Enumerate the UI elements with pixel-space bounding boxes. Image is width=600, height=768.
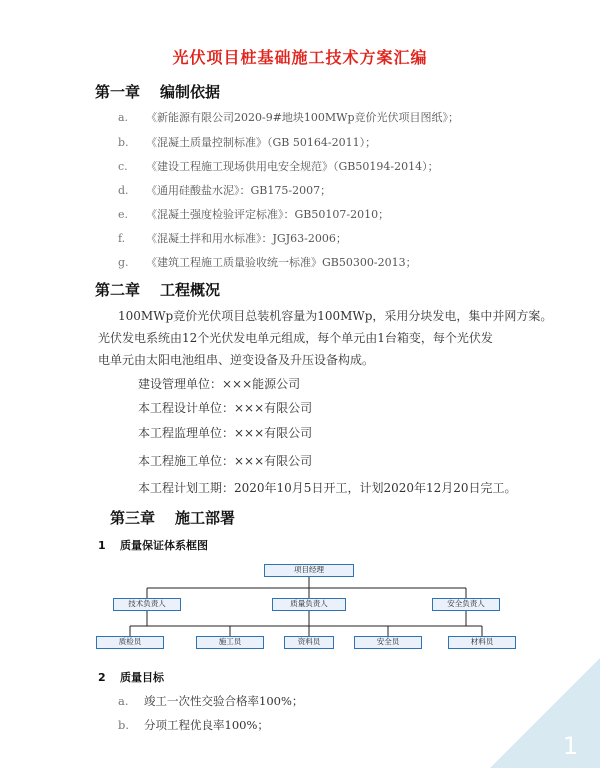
org-box-technical-lead: 技术负责人 [113,598,181,611]
org-box-quality-lead: 质量负责人 [272,598,346,611]
goal-letter: b. [118,718,130,732]
chapter-2-label: 第二章 [95,281,141,299]
supervision-unit: 本工程监理单位：×××有限公司 [138,426,313,440]
subsection-number: 2 [98,671,106,684]
item-letter: a. [118,111,129,124]
document-title: 光伏项目桩基础施工技术方案汇编 [172,48,428,67]
quality-goal-item [118,717,269,733]
chapter-3-title: 施工部署 [175,509,236,527]
subsection-number: 1 [98,539,106,552]
chapter-1-title: 编制依据 [160,83,221,101]
item-letter: f. [118,232,126,245]
overview-line: 电单元由太阳电池组串、逆变设备及升压设备构成。 [98,353,375,367]
subsection-title: 质量目标 [120,671,164,684]
item-letter: c. [118,160,128,173]
construction-unit: 建设管理单位：×××能源公司 [138,377,301,391]
item-letter: g. [118,256,129,269]
contractor-unit: 本工程施工单位：×××有限公司 [138,454,313,468]
subsection-title: 质量保证体系框图 [120,539,208,552]
goal-letter: a. [118,694,129,708]
item-letter: e. [118,208,129,221]
org-box-materials-clerk: 材料员 [448,636,516,649]
overview-line: 光伏发电系统由12个光伏发电单元组成，每个单元由1台箱变，每个光伏发 [98,331,493,345]
design-unit: 本工程设计单位：×××有限公司 [138,401,313,415]
item-text: 《新能源有限公司2020-9#地块100MWp竞价光伏项目图纸》； [146,111,460,124]
org-box-project-manager: 项目经理 [264,564,354,577]
page-number: 1 [562,732,578,760]
item-text: 《混凝土拌和用水标准》：JGJ63-2006； [146,232,347,245]
chapter-3-label: 第三章 [110,509,156,527]
goal-text: 竣工一次性交验合格率100%； [144,694,304,708]
item-text: 《建设工程施工现场供用电安全规范》（GB50194-2014）； [146,160,439,173]
item-letter: b. [118,136,129,149]
schedule: 本工程计划工期：2020年10月5日开工，计划2020年12月20日完工。 [138,481,517,495]
overview-line: 100MWp竞价光伏项目总装机容量为100MWp，采用分块发电，集中并网方案。 [118,309,553,323]
item-text: 《建筑工程施工质量验收统一标准》GB50300-2013； [146,256,417,269]
quality-goal-item [118,693,303,709]
item-text: 《混凝土强度检验评定标准》：GB50107-2010； [146,208,390,221]
chapter-2-title: 工程概况 [160,281,221,299]
org-box-construction-worker: 施工员 [196,636,264,649]
org-box-documentation-clerk: 资料员 [284,636,334,649]
org-box-quality-inspector: 质检员 [96,636,164,649]
item-letter: d. [118,184,129,197]
page-corner-decoration [490,658,600,768]
item-text: 《混凝土质量控制标准》（GB 50164-2011）； [146,136,377,149]
org-box-safety-lead: 安全负责人 [432,598,500,611]
item-text: 《通用硅酸盐水泥》：GB175-2007； [146,184,332,197]
chapter-1-label: 第一章 [95,83,141,101]
subsection-2-heading [98,669,164,685]
org-box-safety-officer: 安全员 [354,636,422,649]
goal-text: 分项工程优良率100%； [144,718,269,732]
